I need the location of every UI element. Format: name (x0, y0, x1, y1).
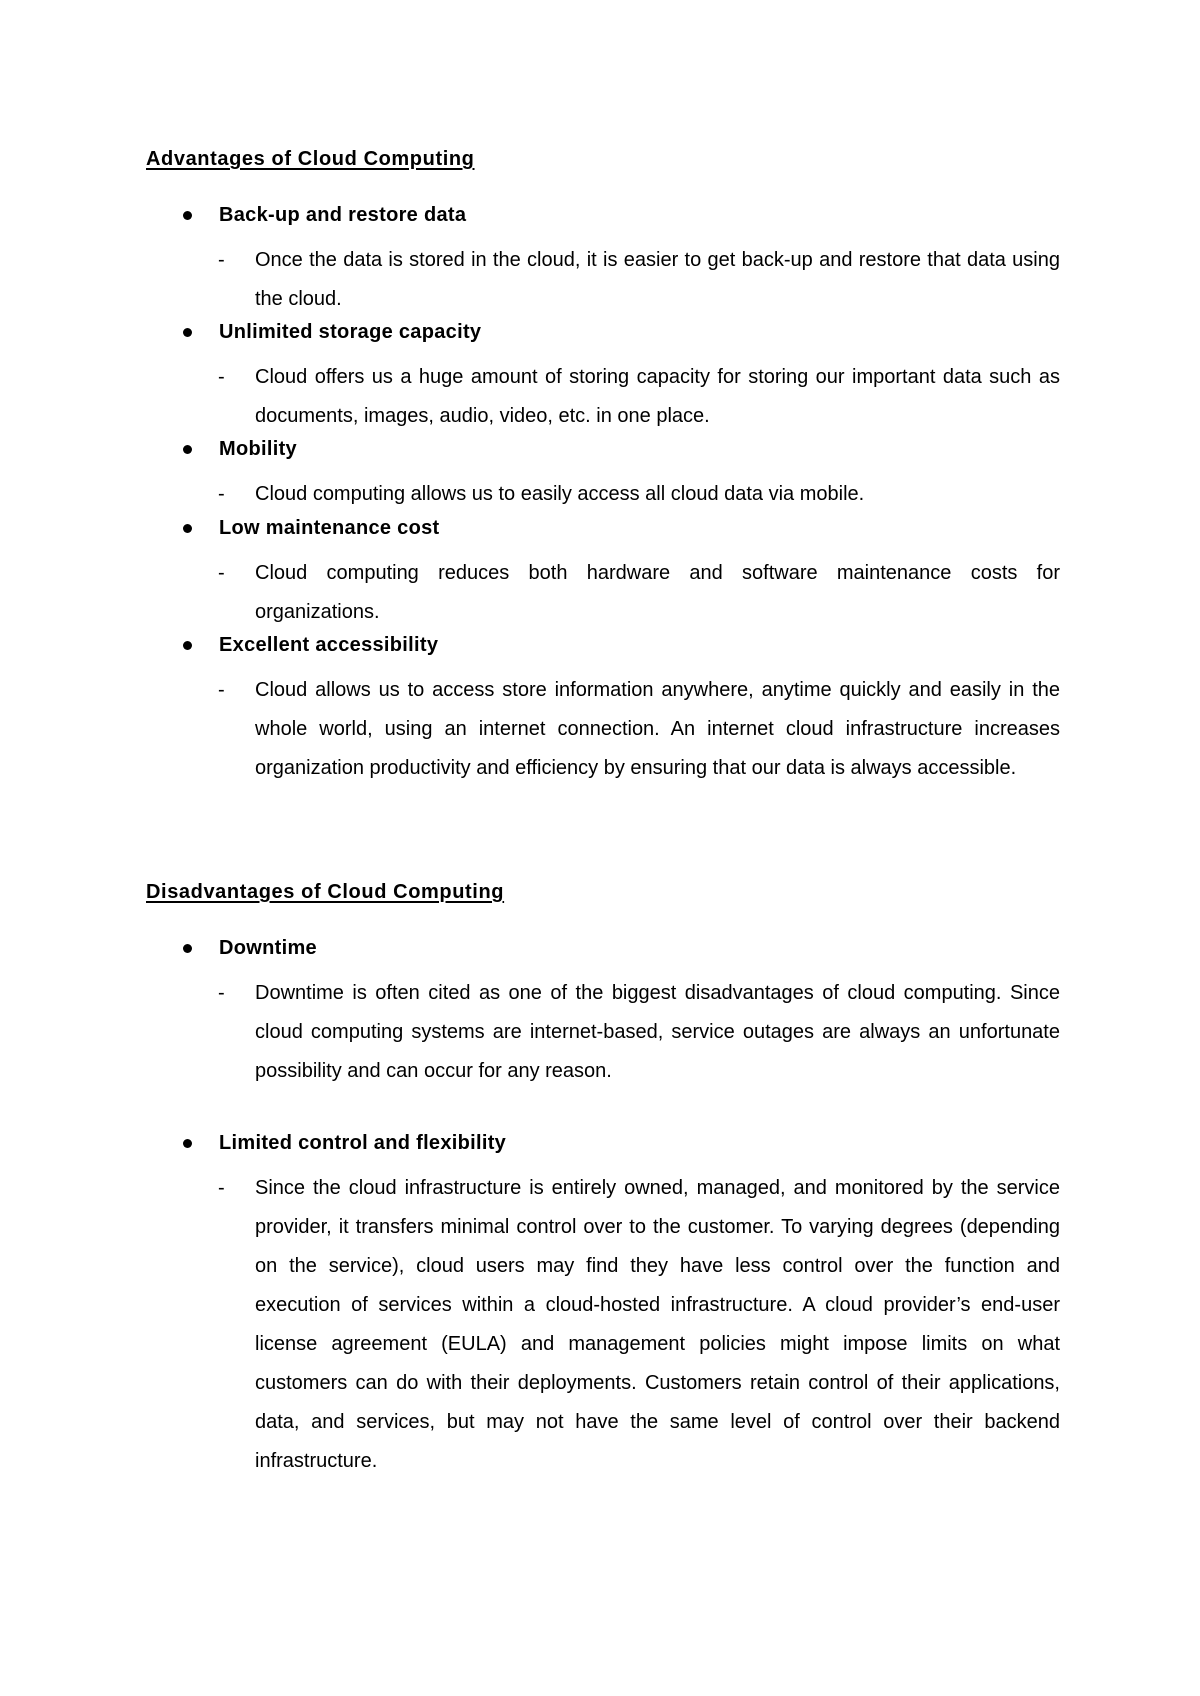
bullet-disc-icon (183, 944, 192, 953)
dash-marker: - (218, 982, 225, 1004)
dash-marker: - (218, 562, 225, 584)
advantage-title: Unlimited storage capacity (219, 321, 482, 343)
disadvantages-heading: Disadvantages of Cloud Computing (146, 881, 505, 903)
advantage-description-text: Cloud offers us a huge amount of storing capacity for storing our important data such as documents, images, audio, video, etc. in one place. (255, 366, 1060, 427)
advantage-description-text: Once the data is stored in the cloud, it is easier to get back-up and restore that data using the cloud. (255, 249, 1060, 310)
advantage-description-text: Cloud computing allows us to easily access all cloud data via mobile. (255, 483, 865, 505)
disadvantage-description-text: Since the cloud infrastructure is entirely owned, managed, and monitored by the service provider, it transfers minimal control over to the customer. To varying degrees (depending on the service), cloud users may find they have less control over the function and execution of services within a cloud-hosted infrastructure. A cloud provider’s end-user license agreement (EULA) and management policies might impose limits on what customers can do with their deployments. Customers retain control of their applications, data, and services, but may not have the same level of control over their backend infrastructure. (255, 1177, 1060, 1472)
advantage-title: Excellent accessibility (219, 634, 439, 656)
dash-marker: - (218, 679, 225, 701)
advantage-title: Back-up and restore data (219, 204, 467, 226)
bullet-disc-icon (183, 445, 192, 454)
disadvantage-description-text: Downtime is often cited as one of the biggest disadvantages of cloud computing. Since cloud computing systems are internet-based, service outages are always an unfortunate possibility and can occur for any reason. (255, 982, 1060, 1082)
bullet-disc-icon (183, 211, 192, 220)
bullet-disc-icon (183, 641, 192, 650)
advantages-heading: Advantages of Cloud Computing (146, 148, 475, 170)
advantage-title: Low maintenance cost (219, 517, 440, 539)
dash-marker: - (218, 249, 225, 271)
advantage-description-text: Cloud computing reduces both hardware and software maintenance costs for organizations. (255, 562, 1060, 623)
disadvantage-title: Downtime (219, 937, 317, 959)
disadvantage-title: Limited control and flexibility (219, 1132, 507, 1154)
bullet-disc-icon (183, 524, 192, 533)
bullet-disc-icon (183, 1139, 192, 1148)
bullet-disc-icon (183, 328, 192, 337)
dash-marker: - (218, 483, 225, 505)
advantage-title: Mobility (219, 438, 297, 460)
advantage-description-text: Cloud allows us to access store information anywhere, anytime quickly and easily in the whole world, using an internet connection. An internet cloud infrastructure increases organization productivity and efficiency by ensuring that our data is always accessible. (255, 679, 1060, 779)
dash-marker: - (218, 366, 225, 388)
dash-marker: - (218, 1177, 225, 1199)
